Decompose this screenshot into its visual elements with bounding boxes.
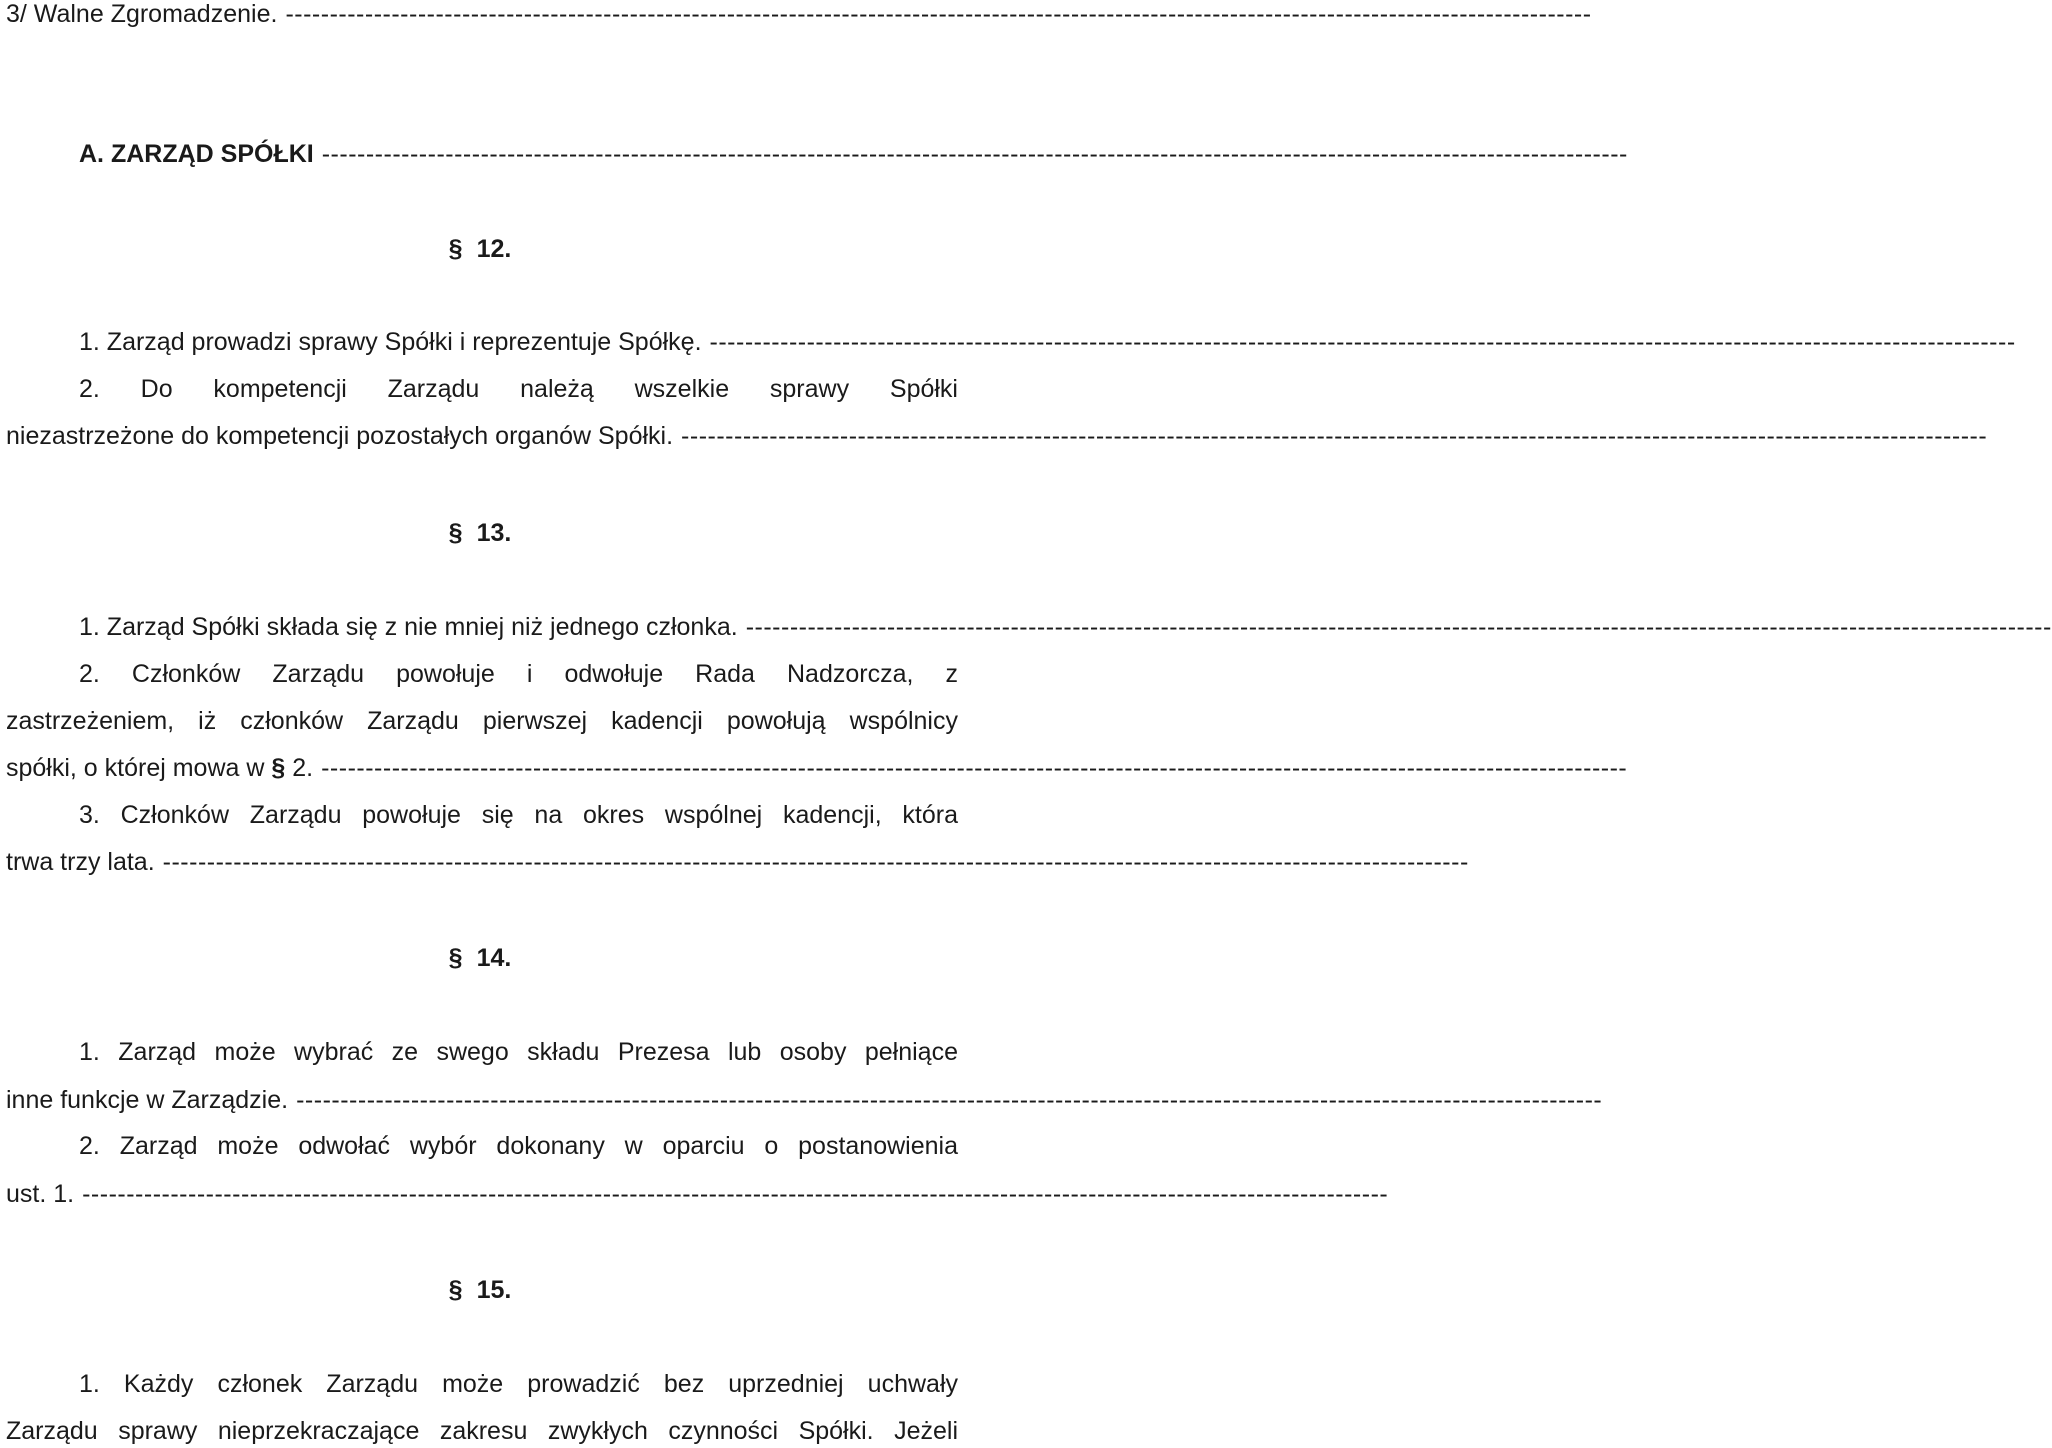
s13-item-1 xyxy=(79,610,2052,644)
s14-item-1-line2 xyxy=(6,1083,1603,1117)
s12-item-2-line2 xyxy=(6,419,1988,453)
s14-item-2-line2 xyxy=(6,1177,1389,1211)
section-13-heading xyxy=(0,513,960,553)
s12-item-1 xyxy=(79,325,2016,359)
dash-filler: ---------------------------------------------------------------------------------------------------------------------------------------------------- xyxy=(321,754,1628,782)
s15-item-1-line2: Zarządu sprawy nieprzekraczające zakresu zwykłych czynności Spółki. Jeżeli xyxy=(6,1417,958,1445)
line-text-end: 2. xyxy=(292,754,314,782)
section-sign: § xyxy=(448,944,463,972)
section-12-heading xyxy=(0,229,960,269)
section-sign: § xyxy=(448,235,463,263)
line-text-part: spółki, o której mowa w xyxy=(6,754,265,782)
s13-item-2-line1: 2. Członków Zarządu powołuje i odwołuje Rada Nadzorcza, z xyxy=(79,660,958,688)
section-15-heading xyxy=(0,1270,960,1310)
line-text xyxy=(6,751,313,785)
line-text: ust. 1. xyxy=(6,1180,75,1208)
line-text: 1. Zarząd prowadzi sprawy Spółki i reprezentuje Spółkę. xyxy=(79,328,702,356)
s13-item-3-line2 xyxy=(6,845,1469,879)
s13-item-3-line1: 3. Członków Zarządu powołuje się na okres wspólnej kadencji, która xyxy=(79,801,958,829)
section-sign: § xyxy=(448,519,463,547)
s13-item-2-line2: zastrzeżeniem, iż członków Zarządu pierwszej kadencji powołują wspólnicy xyxy=(6,707,958,735)
line-walne-zgromadzenie xyxy=(6,0,1592,31)
dash-filler: ---------------------------------------------------------------------------------------------------------------------------------------------------- xyxy=(709,328,2016,356)
dash-filler: ---------------------------------------------------------------------------------------------------------------------------------------------------- xyxy=(296,1086,1603,1114)
line-text: niezastrzeżone do kompetencji pozostałych organów Spółki. xyxy=(6,422,674,450)
dash-filler: ---------------------------------------------------------------------------------------------------------------------------------------------------- xyxy=(321,140,1628,168)
section-number: 14. xyxy=(476,944,512,972)
line-text: 3/ Walne Zgromadzenie. xyxy=(6,0,278,28)
heading-text: A. ZARZĄD SPÓŁKI xyxy=(79,140,314,168)
section-14-heading xyxy=(0,938,960,978)
section-sign: § xyxy=(271,754,286,782)
dash-filler: ---------------------------------------------------------------------------------------------------------------------------------------------------- xyxy=(162,848,1469,876)
s14-item-1-line1: 1. Zarząd może wybrać ze swego składu Prezesa lub osoby pełniące xyxy=(79,1038,958,1066)
dash-filler: ---------------------------------------------------------------------------------------------------------------------------------------------------- xyxy=(82,1180,1389,1208)
line-text: inne funkcje w Zarządzie. xyxy=(6,1086,289,1114)
dash-filler: ---------------------------------------------------------------------------------------------------------------------------------------------------- xyxy=(285,0,1592,28)
line-text: trwa trzy lata. xyxy=(6,848,155,876)
line-text: 1. Zarząd Spółki składa się z nie mniej niż jednego członka. xyxy=(79,613,738,641)
section-sign: § xyxy=(448,1276,463,1304)
s15-item-1-line1: 1. Każdy członek Zarządu może prowadzić bez uprzedniej uchwały xyxy=(79,1370,958,1398)
section-number: 12. xyxy=(476,235,512,263)
dash-filler: ---------------------------------------------------------------------------------------------------------------------------------------------------- xyxy=(745,613,2052,641)
s12-item-2-line1: 2. Do kompetencji Zarządu należą wszelkie sprawy Spółki xyxy=(79,375,958,403)
s13-item-2-line3 xyxy=(6,751,1628,785)
section-number: 13. xyxy=(476,519,512,547)
dash-filler: ---------------------------------------------------------------------------------------------------------------------------------------------------- xyxy=(681,422,1988,450)
heading-zarzad-spolki xyxy=(79,137,1628,171)
s14-item-2-line1: 2. Zarząd może odwołać wybór dokonany w oparciu o postanowienia xyxy=(79,1132,958,1160)
section-number: 15. xyxy=(476,1276,512,1304)
